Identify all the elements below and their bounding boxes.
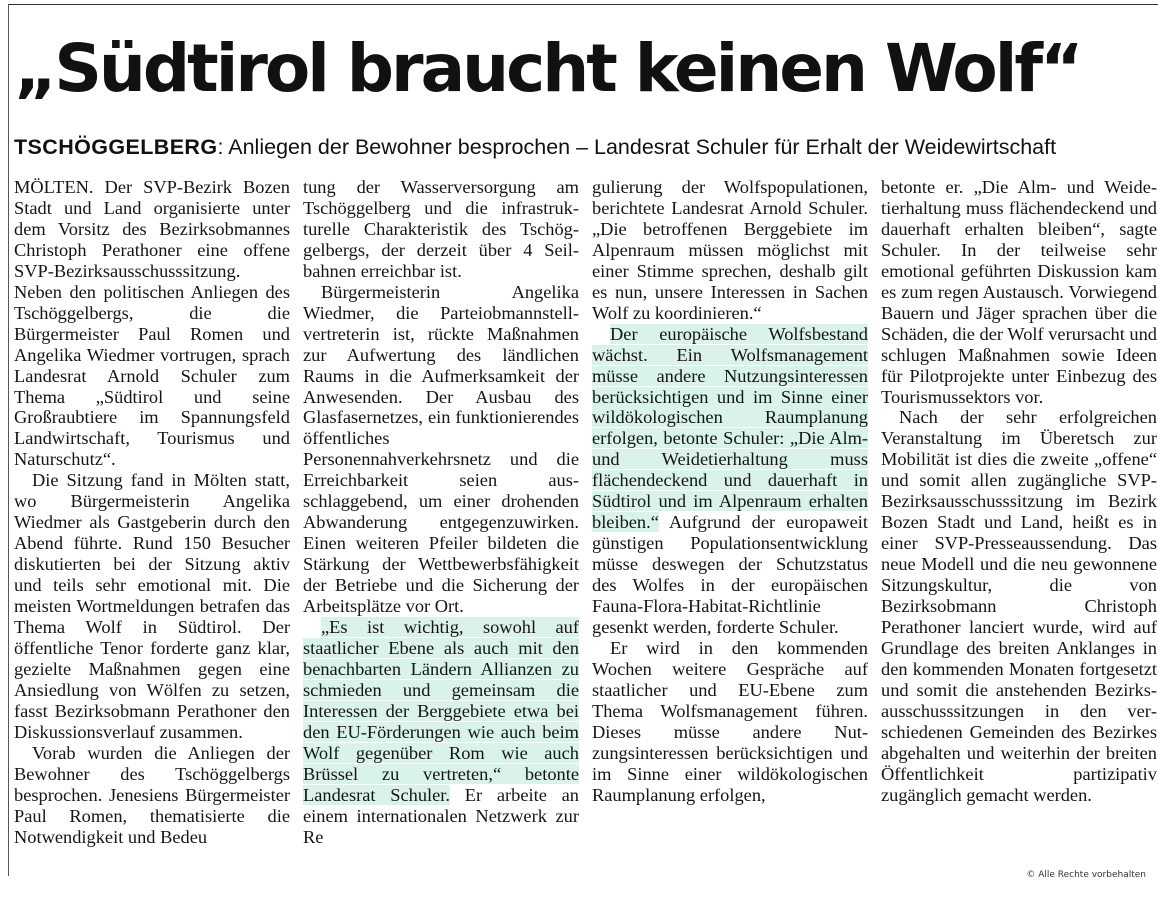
highlighted-quote: Der europäische Wolfsbestand wächst. Ein Wolfsmanagement müsse andere Nutzungsinteressen berücksichtigen und im Sinne einer wildökologischen Raumplanung erfolgen, betonte Schuler: „Die Alm- und Weidetierhaltung muss flächendeckend und dauerhaft in Südtirol und im Alpenraum erhalten bleiben.“ bbox=[592, 323, 868, 533]
column-4 bbox=[881, 177, 1157, 897]
paragraph: Bürgermeisterin Angelika Wiedmer, die Parteiobmannstellvertreterin ist, rückte Maßnahmen zur Aufwertung des ländlichen Raums in die Aufmerksamkeit der Anwesenden. Der Ausbau des Glasfasernetzes, ein funktionierendes öffentliches Personennahverkehrsnetz und die Erreichbarkeit seien ausschlaggebend, um einer drohenden Abwanderung entgegenzuwirken. Einen weiteren Pfeiler bildeten die Stärkung der Wettbewerbsfähigkeit der Betriebe und die Sicherung der Arbeitsplätze vor Ort. bbox=[303, 281, 579, 617]
paragraph: betonte er. „Die Alm- und Weidetierhaltung muss flächendeckend und dauerhaft erhalten bleiben“, sagte Schuler. In der teilweise sehr emotional geführten Diskussion kam es zum regen Austausch. Vorwiegend Bauern und Jäger sprachen über die Schäden, die der Wolf verursacht und schlugen Maßnahmen sowie Ideen für Pilotprojekte unter Einbezug des Tourismussektors vor. bbox=[881, 177, 1157, 407]
paragraph-continuation: Er arbeite an einem internationalen Netzwerk zur Re bbox=[303, 784, 579, 847]
paragraph: Nach der sehr erfolgreichen Veranstaltung im Überetsch zur Mobilität ist dies die zweite „offene“ und somit allen zugängliche SVP-Bezirksausschusssitzung im Bezirk Bozen Stadt und Land, heißt es in einer SVP-Presseaussendung. Das neue Modell und die neu gewonnene Sitzungskultur, die von Bezirksobmann Christoph Perathoner lanciert wurde, wird auf Grundlage des breiten Anklanges in den kommenden Monaten fortgesetzt und somit die anstehenden Bezirksausschusssitzungen in den verschiedenen Gemeinden des Bezirkes abgehalten und weiterhin der breiten Öffentlichkeit partizipativ zugänglich gemacht werden. bbox=[881, 407, 1157, 805]
subheadline-text: : Anliegen der Bewohner besprochen – Landesrat Schuler für Erhalt der Weidewirtschaft bbox=[217, 135, 1057, 159]
subheadline bbox=[14, 133, 1158, 161]
left-rule bbox=[8, 4, 9, 876]
column-1 bbox=[14, 177, 290, 897]
top-rule bbox=[8, 4, 1158, 5]
kicker: TSCHÖGGELBERG bbox=[14, 135, 218, 159]
paragraph: gulierung der Wolfspopulationen, berichtete Landesrat Arnold Schuler. „Die betroffenen Berggebiete im Alpenraum müssen möglichst mit einer Stimme sprechen, deshalb gilt es nun, unsere Interessen in Sachen Wolf zu koordinieren.“ bbox=[592, 177, 868, 323]
paragraph: tung der Wasserversorgung am Tschöggelberg und die infrastrukturelle Charakteristik des Tschöggelbergs, der derzeit über 4 Seilbahnen erreichbar ist. bbox=[303, 177, 579, 281]
column-2 bbox=[303, 177, 579, 897]
highlighted-quote: „Es ist wichtig, sowohl auf staatlicher Ebene als auch mit den benachbarten Ländern Allianzen zu schmieden und gemeinsam die Interessen der Berggebiete etwa bei den EU-Förderungen wie auch beim Wolf gegenüber Rom wie auch Brüssel zu vertreten,“ betonte Landesrat Schuler. bbox=[303, 617, 579, 805]
paragraph bbox=[303, 617, 579, 847]
paragraph: Vorab wurden die Anliegen der Bewohner des Tschöggelbergs besprochen. Jenesiens Bürgermeister Paul Romen, thematisierte die Notwendigkeit und Bedeu bbox=[14, 742, 290, 847]
paragraph bbox=[592, 324, 868, 638]
paragraph: Er wird in den kommenden Wochen weitere Gespräche auf staatlicher und EU-Ebene zum Thema Wolfsmanagement führen. Dieses müsse andere Nutzungsinteressen berücksichtigen und im Sinne einer wildökologischen Raumplanung erfolgen, bbox=[592, 637, 868, 805]
headline: „Südtirol braucht keinen Wolf“ bbox=[14, 30, 1081, 107]
copyright-notice: © Alle Rechte vorbehalten bbox=[1026, 870, 1146, 880]
paragraph-continuation: Aufgrund der europaweit günstigen Populationsentwicklung müsse deswegen der Schutzstatus des Wolfes in der europäischen Fauna-Flora-Habitat-Richtlinie gesenkt werden, forderte Schuler. bbox=[592, 512, 868, 638]
paragraph: Die Sitzung fand in Mölten statt, wo Bürgermeisterin Angelika Wiedmer als Gastgeberin durch den Abend führte. Rund 150 Besucher diskutierten bei der Sitzung aktiv und teils sehr emotional mit. Die meisten Wortmeldungen betrafen das Thema Wolf in Südtirol. Der öffentliche Tenor forderte ganz klar, gezielte Maßnahmen gegen eine Ansiedlung von Wölfen zu setzen, fasst Bezirksobmann Perathoner den Diskussionsverlauf zusammen. bbox=[14, 470, 290, 742]
paragraph: MÖLTEN. Der SVP-Bezirk Bozen Stadt und Land organisierte unter dem Vorsitz des Bezirksobmannes Christoph Perathoner eine offene SVP-Bezirksausschusssitzung. Neben den politischen Anliegen des Tschöggelbergs, die die Bürgermeister Paul Romen und Angelika Wiedmer vortrugen, sprach Landesrat Arnold Schuler zum Thema „Südtirol und seine Großraubtiere im Spannungsfeld Landwirtschaft, Tourismus und Naturschutz“. bbox=[14, 177, 290, 470]
column-3 bbox=[592, 177, 868, 897]
